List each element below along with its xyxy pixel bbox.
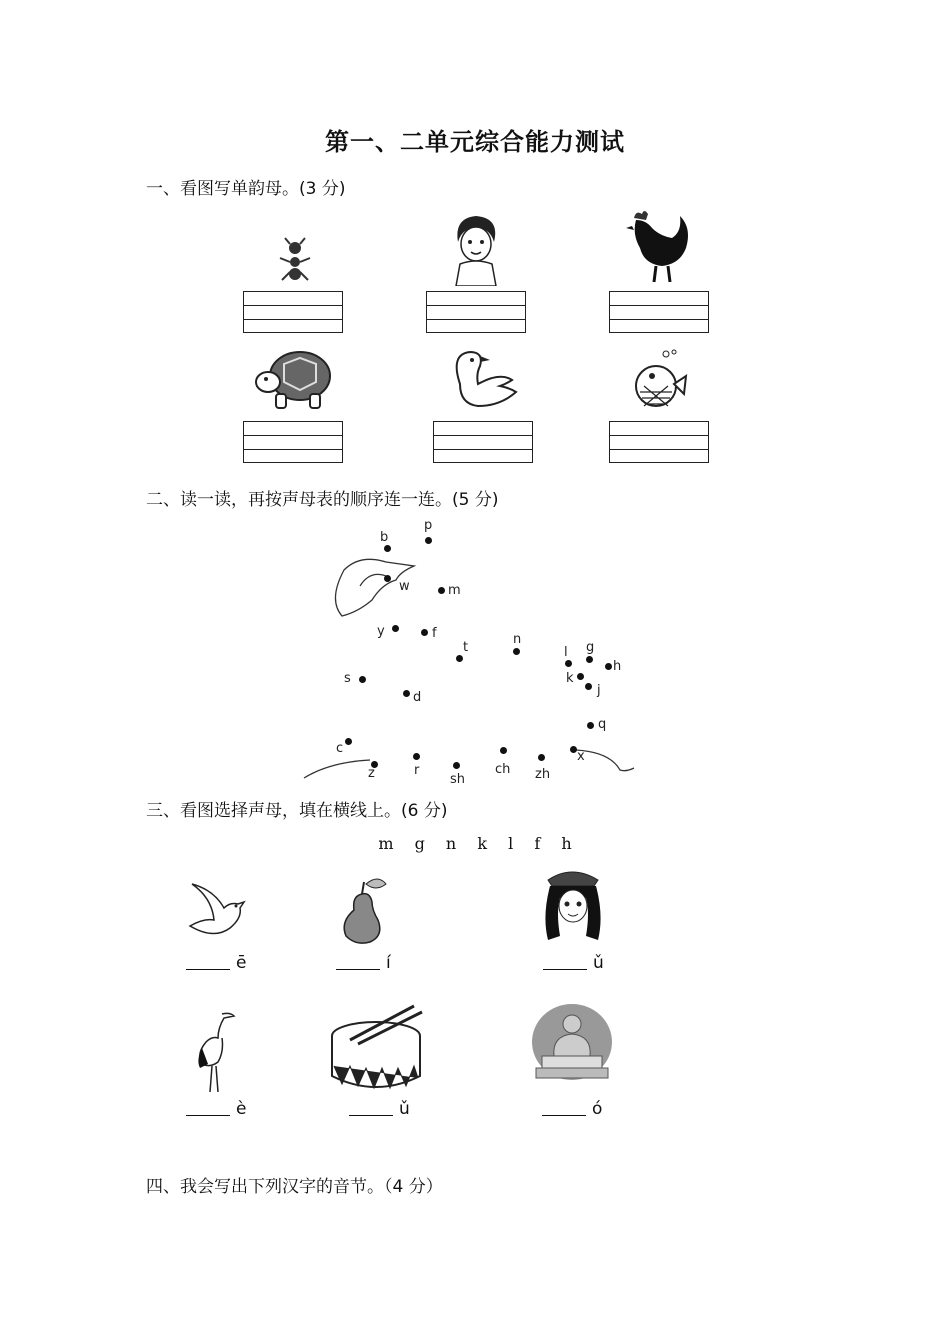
choice-letter: n: [445, 834, 457, 853]
dot-x[interactable]: [570, 746, 577, 753]
goose-icon: [440, 344, 540, 414]
dot-w[interactable]: [384, 575, 391, 582]
choice-letter: l: [508, 834, 514, 853]
blank-item-3[interactable]: [543, 953, 604, 973]
dot-label-h: h: [613, 659, 622, 674]
dot-label-y: y: [377, 624, 385, 639]
dot-label-t: t: [463, 640, 469, 655]
answer-blank[interactable]: [336, 953, 380, 970]
page-title: 第一、二单元综合能力测试: [325, 128, 625, 156]
dot-label-w: w: [399, 579, 410, 594]
dot-label-z: z: [368, 766, 375, 781]
pinyin-box-4[interactable]: [243, 421, 343, 463]
choice-letter: k: [477, 834, 488, 853]
pinyin-final: í: [386, 953, 391, 973]
dot-n[interactable]: [513, 648, 520, 655]
dot-m[interactable]: [438, 587, 445, 594]
dot-label-s: s: [344, 671, 351, 686]
choice-letter: g: [414, 834, 425, 853]
drum-icon: [330, 1000, 426, 1094]
dot-label-x: x: [577, 749, 585, 764]
dot-label-j: j: [597, 683, 601, 698]
dot-label-d: d: [413, 690, 422, 705]
dot-label-m: m: [448, 583, 461, 598]
dot-label-l: l: [564, 645, 568, 660]
dot-label-f: f: [432, 626, 437, 641]
pinyin-final: ó: [592, 1099, 603, 1119]
dot-label-p: p: [424, 518, 433, 533]
pinyin-box-3[interactable]: [609, 291, 709, 333]
dot-t[interactable]: [456, 655, 463, 662]
dot-k[interactable]: [577, 673, 584, 680]
answer-blank[interactable]: [186, 953, 230, 970]
dot-c[interactable]: [345, 738, 352, 745]
dot-label-ch: ch: [495, 762, 511, 777]
dot-r[interactable]: [413, 753, 420, 760]
dot-label-k: k: [566, 671, 574, 686]
pear-icon: [332, 874, 392, 946]
dot-ch[interactable]: [500, 747, 507, 754]
answer-blank[interactable]: [542, 1099, 586, 1116]
dot-j[interactable]: [585, 683, 592, 690]
dot-p[interactable]: [425, 537, 432, 544]
dot-b[interactable]: [384, 545, 391, 552]
dot-label-zh: zh: [535, 767, 551, 782]
choice-letter: h: [561, 834, 572, 853]
dove-icon: [184, 878, 250, 944]
pinyin-box-1[interactable]: [243, 291, 343, 333]
dot-label-g: g: [586, 640, 595, 655]
dot-f[interactable]: [421, 629, 428, 636]
answer-blank[interactable]: [186, 1099, 230, 1116]
section-3-heading: 三、看图选择声母，填在横线上。(6 分): [146, 801, 448, 821]
answer-blank[interactable]: [349, 1099, 393, 1116]
dot-q[interactable]: [587, 722, 594, 729]
dot-sh[interactable]: [453, 762, 460, 769]
choice-letters: [0, 834, 950, 853]
choice-letter: f: [534, 834, 541, 853]
girl-icon: [538, 866, 608, 946]
dot-h[interactable]: [605, 663, 612, 670]
blank-item-2[interactable]: [336, 953, 391, 973]
section-4-heading: 四、我会写出下列汉字的音节。（4 分）: [146, 1177, 443, 1197]
dot-label-q: q: [598, 717, 607, 732]
dot-label-r: r: [414, 763, 420, 778]
fish-icon: [630, 348, 690, 414]
blank-item-5[interactable]: [349, 1099, 410, 1119]
pinyin-box-5[interactable]: [433, 421, 533, 463]
pinyin-box-2[interactable]: [426, 291, 526, 333]
dot-zh[interactable]: [538, 754, 545, 761]
girl-icon: [446, 212, 506, 286]
turtle-icon: [254, 344, 334, 412]
pinyin-final: ǔ: [593, 953, 604, 973]
crane-icon: [188, 1008, 238, 1092]
section-1-heading: 一、看图写单韵母。(3 分): [146, 179, 346, 199]
dot-l[interactable]: [565, 660, 572, 667]
dot-d[interactable]: [403, 690, 410, 697]
pinyin-final: è: [236, 1099, 247, 1119]
choice-letter: m: [378, 834, 394, 853]
dot-y[interactable]: [392, 625, 399, 632]
pinyin-final: ē: [236, 953, 247, 973]
section-2-heading: 二、读一读，再按声母表的顺序连一连。(5 分): [146, 490, 499, 510]
buddha-icon: [530, 1002, 614, 1086]
dot-s[interactable]: [359, 676, 366, 683]
dot-label-sh: sh: [450, 772, 466, 787]
answer-blank[interactable]: [543, 953, 587, 970]
dot-g[interactable]: [586, 656, 593, 663]
dot-label-c: c: [336, 741, 344, 756]
rooster-icon: [622, 208, 694, 286]
ant-icon: [270, 236, 320, 286]
dot-label-b: b: [380, 530, 389, 545]
pinyin-final: ǔ: [399, 1099, 410, 1119]
pinyin-box-6[interactable]: [609, 421, 709, 463]
dot-label-n: n: [513, 632, 522, 647]
blank-item-1[interactable]: [186, 953, 246, 973]
blank-item-6[interactable]: [542, 1099, 602, 1119]
blank-item-4[interactable]: [186, 1099, 246, 1119]
